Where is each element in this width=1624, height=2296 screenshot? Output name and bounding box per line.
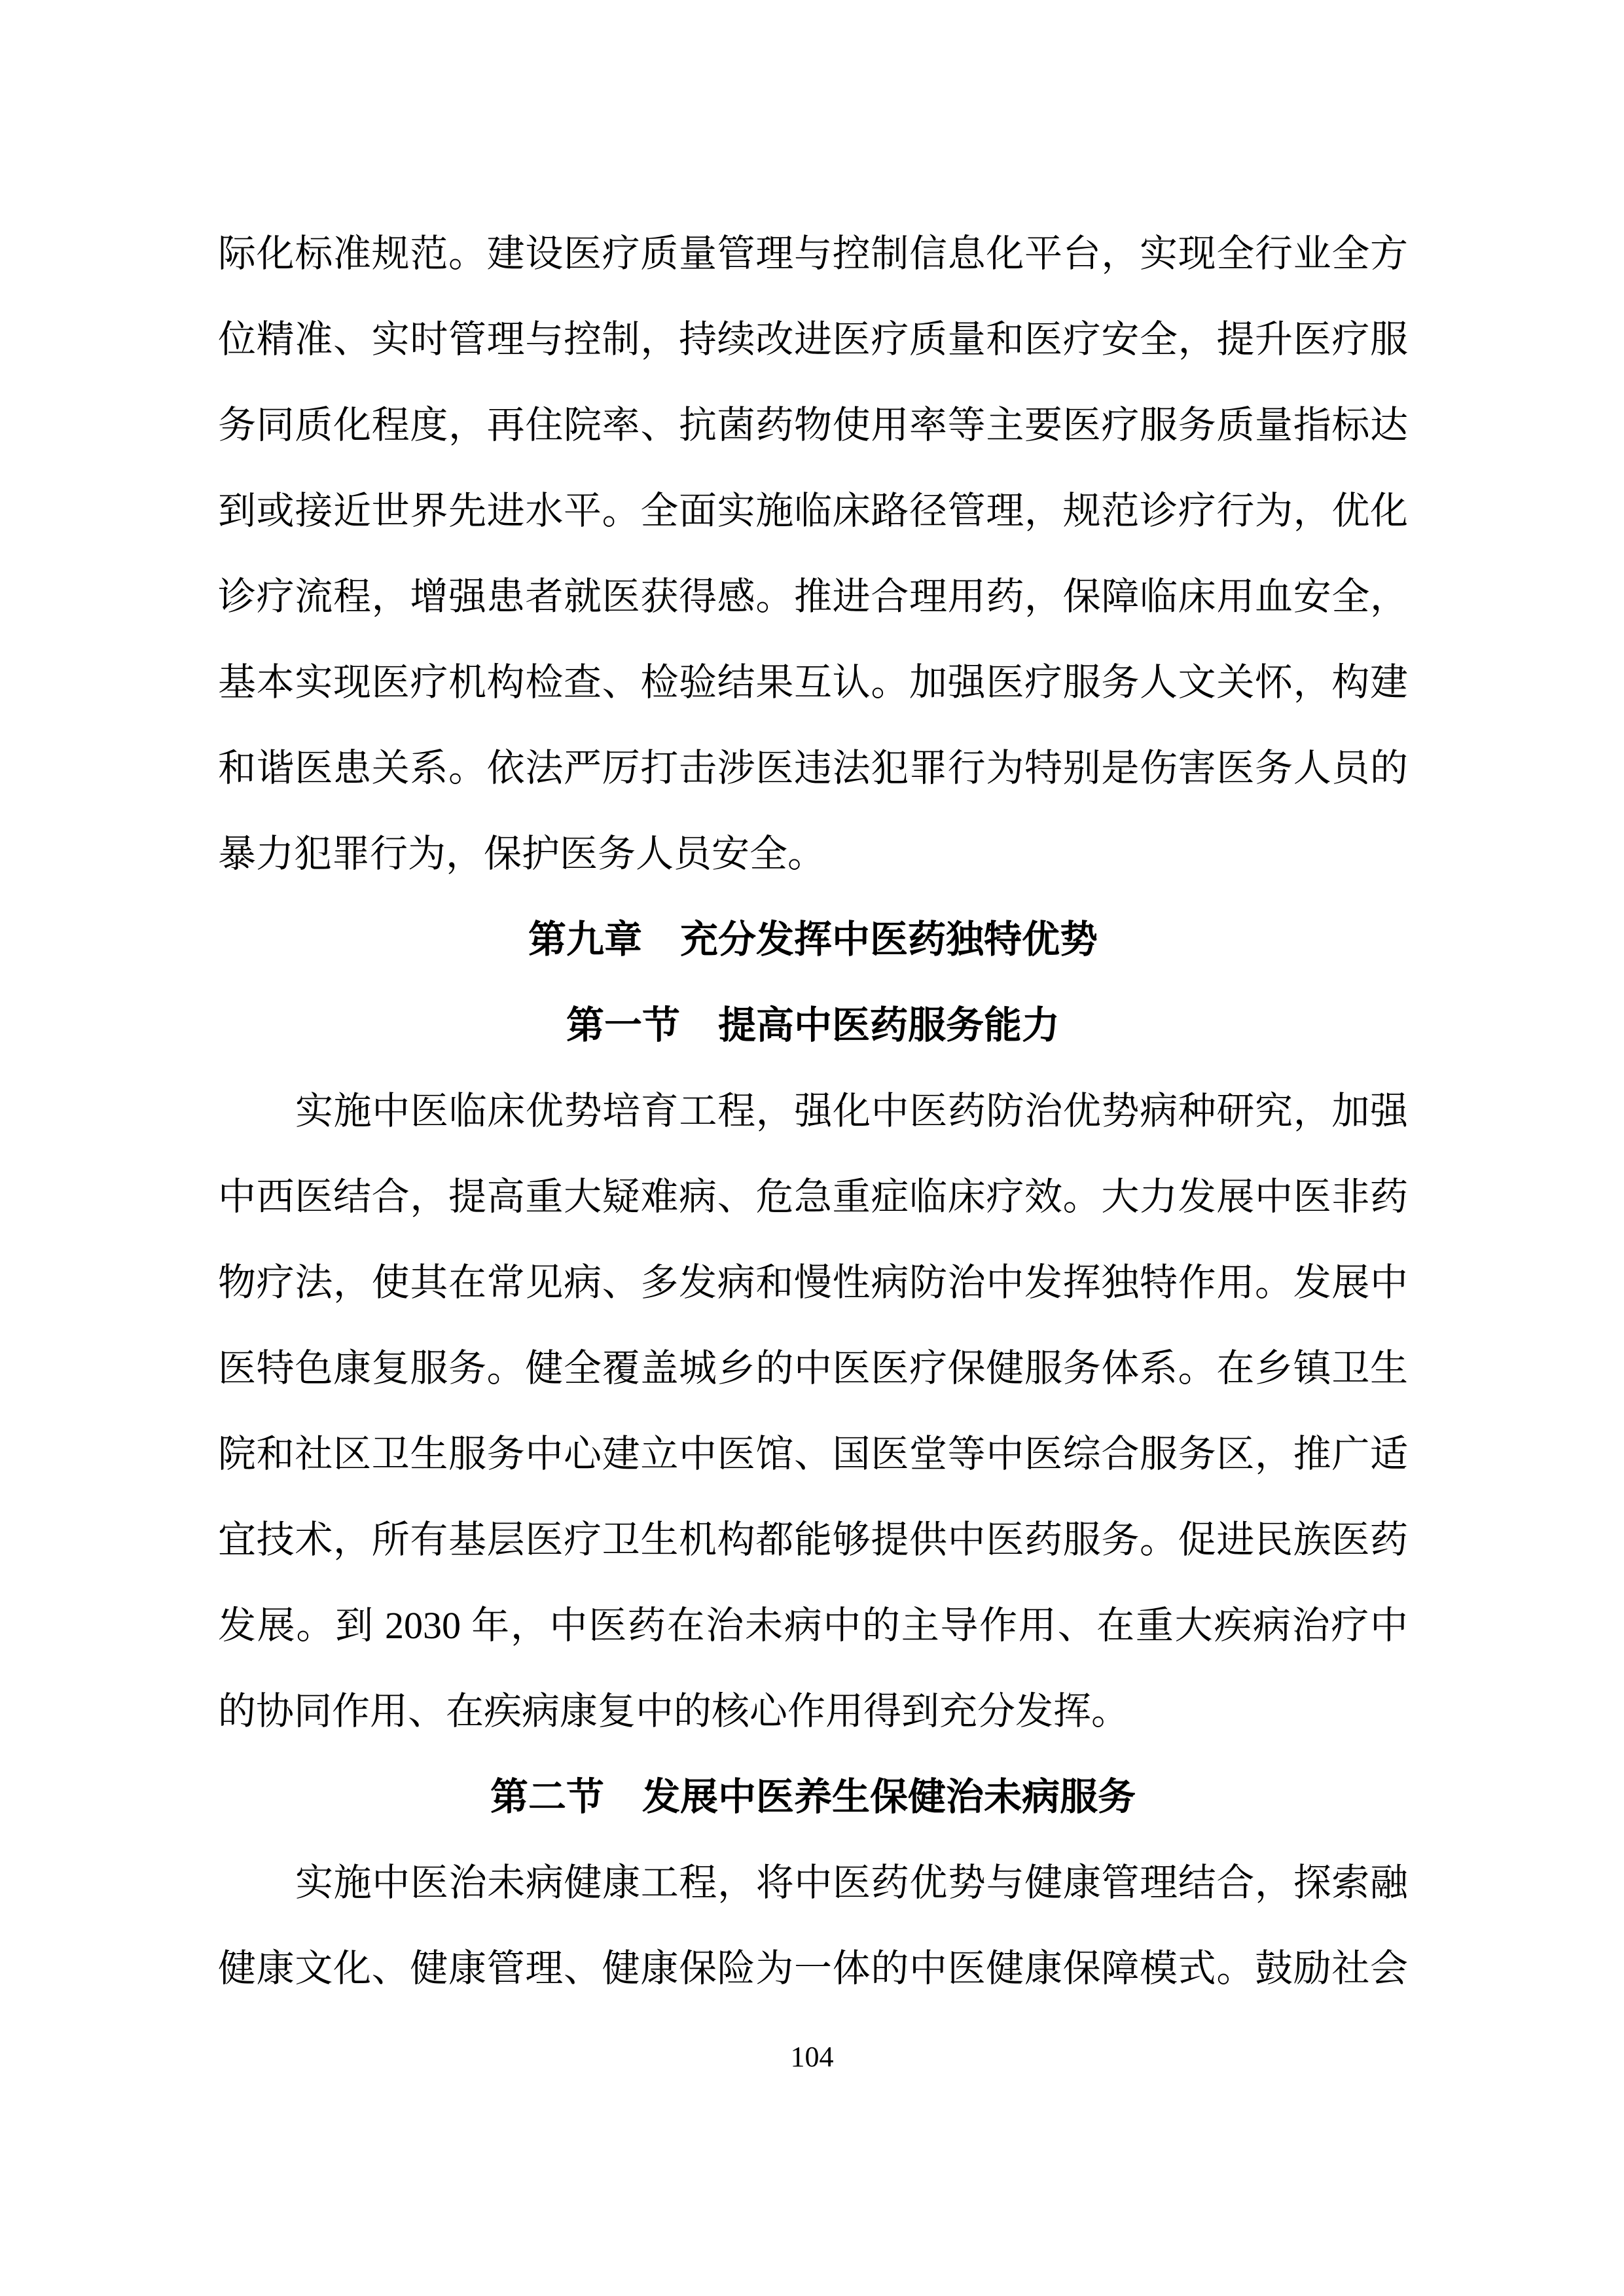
page-body (218, 211, 1408, 2011)
body-text-line: 位精准、实时管理与控制，持续改进医疗质量和医疗安全，提升医疗服 (218, 318, 1408, 361)
body-text-line: 物疗法，使其在常见病、多发病和慢性病防治中发挥独特作用。发展中 (218, 1261, 1408, 1304)
body-text-line: 健康文化、健康管理、健康保险为一体的中医健康保障模式。鼓励社会 (218, 1947, 1408, 1990)
page-footer (0, 2034, 1624, 2080)
body-text-line: 实施中医治未病健康工程，将中医药优势与健康管理结合，探索融 (295, 1861, 1408, 1904)
body-text-line: 基本实现医疗机构检查、检验结果互认。加强医疗服务人文关怀，构建 (218, 661, 1408, 704)
section-heading-2: 第二节 发展中医养生保健治未病服务 (490, 1776, 1136, 1818)
body-text-line: 到或接近世界先进水平。全面实施临床路径管理，规范诊疗行为，优化 (218, 490, 1408, 532)
body-text-line: 务同质化程度，再住院率、抗菌药物使用率等主要医疗服务质量指标达 (218, 404, 1408, 446)
body-text-line: 诊疗流程，增强患者就医获得感。推进合理用药，保障临床用血安全， (218, 575, 1408, 618)
body-text-line: 和谐医患关系。依法严厉打击涉医违法犯罪行为特别是伤害医务人员的 (218, 747, 1408, 789)
body-text-line: 际化标准规范。建设医疗质量管理与控制信息化平台，实现全行业全方 (218, 232, 1408, 275)
body-text-line: 暴力犯罪行为，保护医务人员安全。 (218, 833, 826, 875)
body-text-line: 宜技术，所有基层医疗卫生机构都能够提供中医药服务。促进民族医药 (218, 1518, 1408, 1561)
body-text-line: 医特色康复服务。健全覆盖城乡的中医医疗保健服务体系。在乡镇卫生 (218, 1347, 1408, 1390)
body-text-line: 发展。到 2030 年，中医药在治未病中的主导作用、在重大疾病治疗中 (218, 1604, 1408, 1647)
section-heading-1: 第一节 提高中医药服务能力 (566, 1004, 1060, 1047)
body-text-line: 的协同作用、在疾病康复中的核心作用得到充分发挥。 (218, 1690, 1130, 1732)
page-number: 104 (790, 2041, 834, 2073)
body-text-line: 院和社区卫生服务中心建立中医馆、国医堂等中医综合服务区，推广适 (218, 1433, 1408, 1475)
body-text-line: 中西医结合，提高重大疑难病、危急重症临床疗效。大力发展中医非药 (218, 1175, 1408, 1218)
body-text-line: 实施中医临床优势培育工程，强化中医药防治优势病种研究，加强 (295, 1090, 1408, 1132)
chapter-heading: 第九章 充分发挥中医药独特优势 (528, 918, 1098, 961)
